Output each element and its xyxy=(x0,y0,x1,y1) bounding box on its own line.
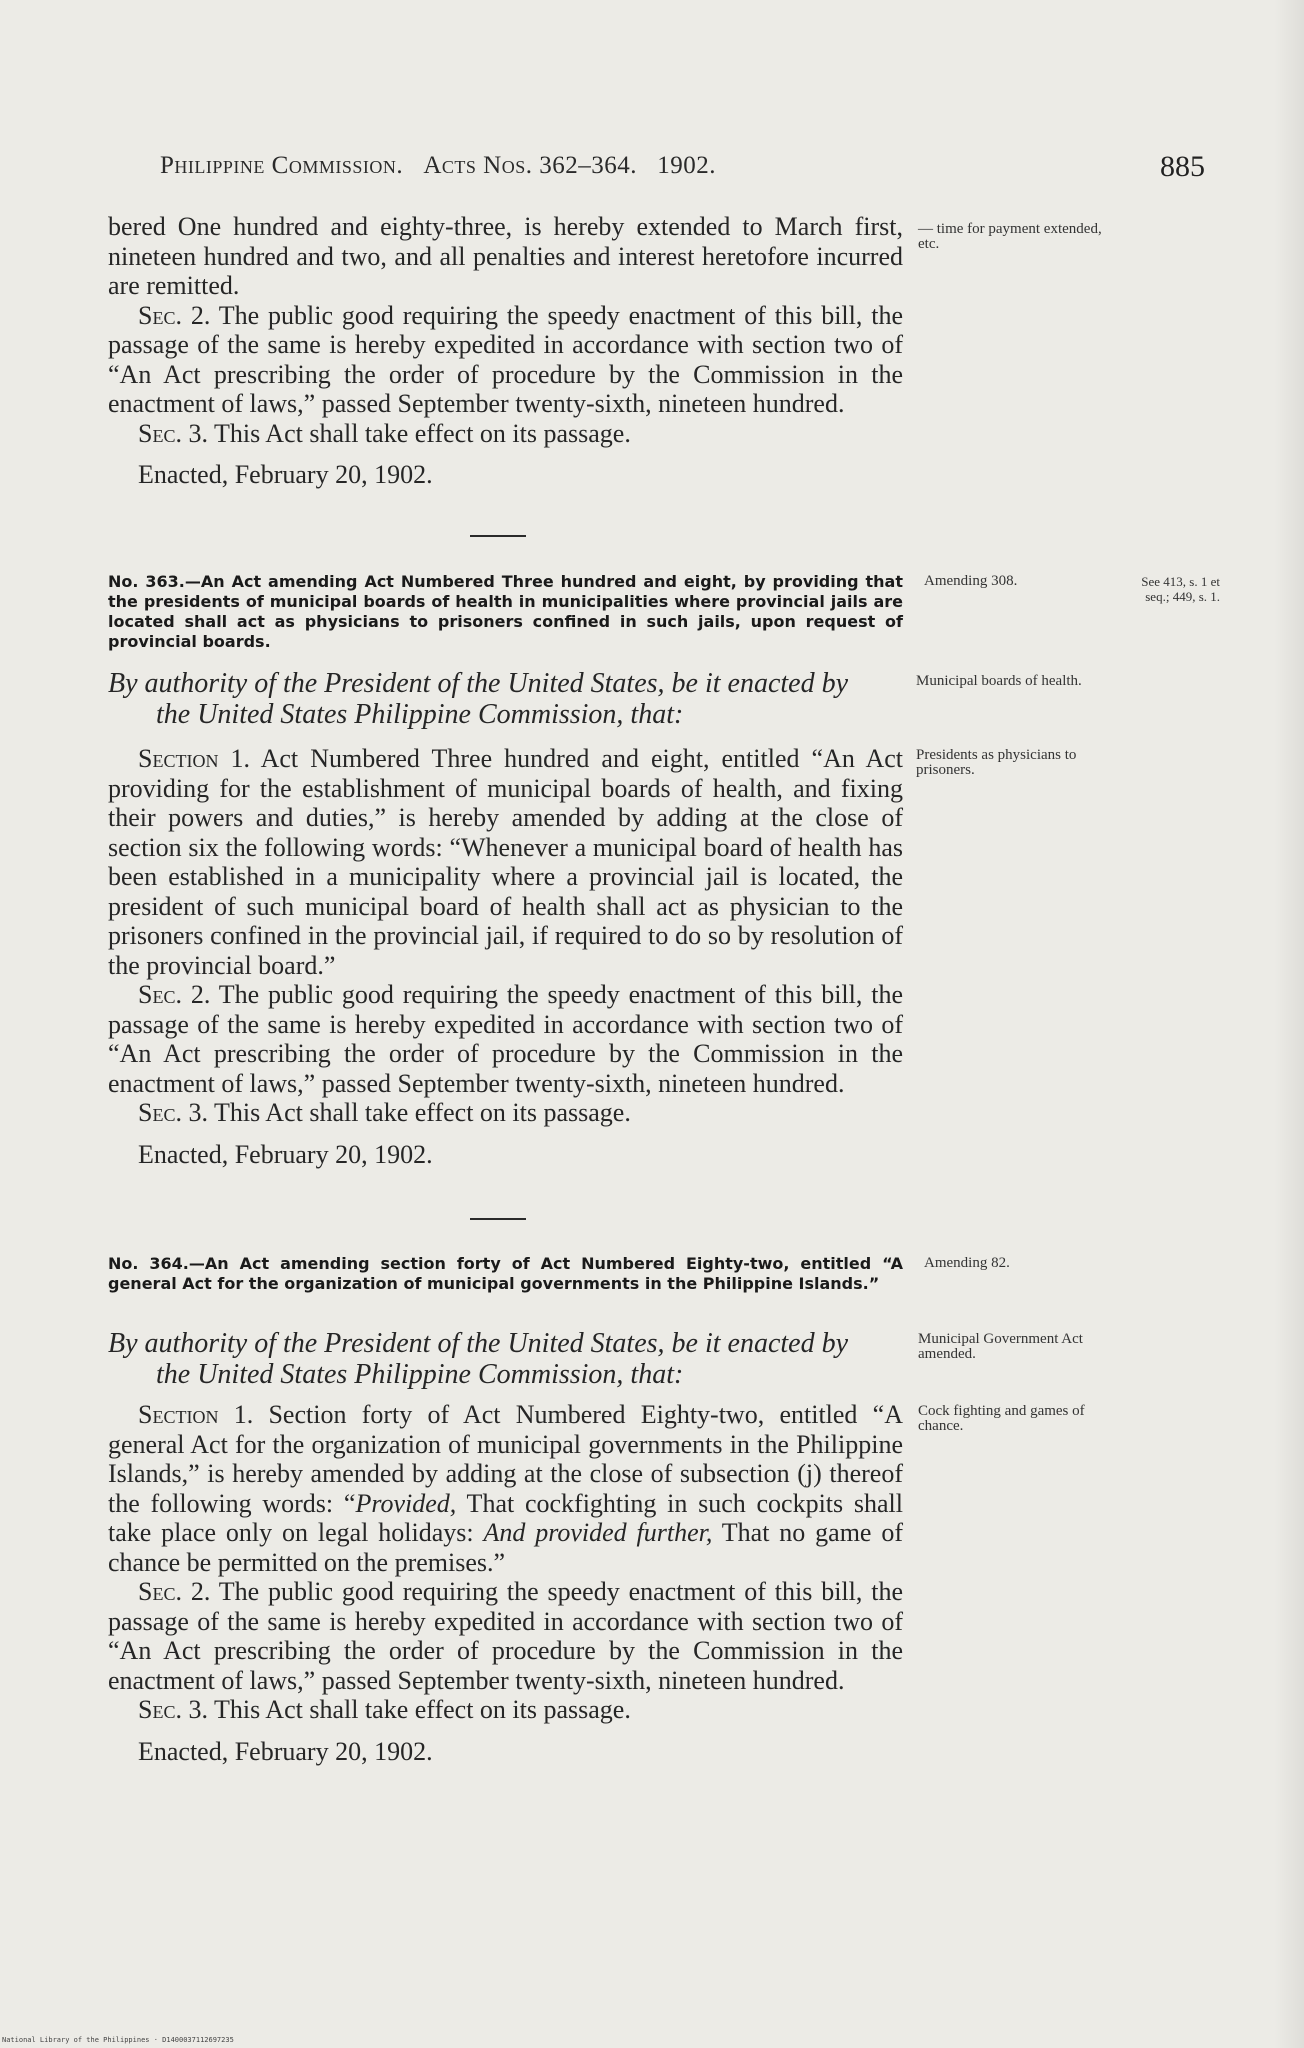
act-number: No. 363. xyxy=(108,572,185,591)
sec-text: This Act shall take effect on its passage. xyxy=(214,1098,631,1127)
margin-note-municipal-government: Municipal Government Act amended. xyxy=(918,1331,1083,1362)
sec-text: Act Numbered Three hundred and eight, entitled “An Act providing for the establishment of municipal boards of health, and fixing their powers and duties,” is hereby amended by adding at the close of section six the following words: “Whenever a municipal board of health has been established in a municipality where a provincial jail is located, the president of such municipal board of health shall act as physician to the prisoners confined in the provincial jail, if required to do so by resolution of the provincial board.” xyxy=(108,744,903,980)
act363-body xyxy=(108,744,903,1169)
sec-text: That cockfighting in such cockpits shall take place only on legal holidays: xyxy=(108,1488,903,1547)
running-head-title: Philippine Commission. xyxy=(160,152,404,179)
act364-sec3 xyxy=(108,1695,903,1725)
sec-label: Section 1. xyxy=(138,744,250,773)
act363-sec1 xyxy=(108,744,903,980)
act364-sec1 xyxy=(108,1400,903,1577)
act-title-text: —An Act amending Act Numbered Three hundred and eight, by providing that the presidents of municipal boards of health in municipalities where provincial jails are located shall act as physicians to prisoners confined in such jails, upon request of provincial boards. xyxy=(108,572,904,651)
margin-note-amending-82: Amending 82. xyxy=(924,1255,1010,1271)
act363-sec3 xyxy=(108,1098,903,1128)
authority-line1: By authority of the President of the United States, be it enacted by xyxy=(108,1328,849,1359)
page-number: 885 xyxy=(1160,150,1205,183)
margin-note-boards-of-health: Municipal boards of health. xyxy=(916,673,1082,689)
sec-label: Sec. 3. xyxy=(138,1695,208,1724)
act363-authority xyxy=(108,668,903,730)
provided-term: Provided, xyxy=(355,1488,457,1518)
act362-sec2 xyxy=(108,301,903,419)
margin-note-amending-308: Amending 308. xyxy=(924,573,1018,589)
act364-title xyxy=(108,1254,903,1294)
act363-enacted: Enacted, February 20, 1902. xyxy=(138,1139,433,1169)
footer-imprint: National Library of the Philippines · D1400037112697235 xyxy=(2,2036,234,2044)
margin-note-cockfighting: Cock fighting and games of chance. xyxy=(918,1403,1085,1434)
section-divider xyxy=(470,535,526,537)
margin-note-time-extended: — time for payment extended, etc. xyxy=(918,221,1102,252)
sec-label: Section 1. xyxy=(138,1400,254,1429)
sec-text: The public good requiring the speedy enactment of this bill, the passage of the same is hereby expedited in accordance with section two of “An Act prescribing the order of procedure by the Commission in the enactment of laws,” passed September twenty-sixth, nineteen hundred. xyxy=(108,300,904,418)
sec-text: The public good requiring the speedy enactment of this bill, the passage of the same is hereby expedited in accordance with section two of “An Act prescribing the order of procedure by the Commission in the enactment of laws,” passed September twenty-sixth, nineteen hundred. xyxy=(108,980,904,1098)
act364-sec2 xyxy=(108,1577,903,1695)
act364-enacted: Enacted, February 20, 1902. xyxy=(138,1736,433,1766)
sec-text: That no game of chance be permitted on the premises.” xyxy=(108,1518,903,1577)
act364-body xyxy=(108,1400,903,1766)
act362-paragraph: bered One hundred and eighty-three, is hereby extended to March first, nineteen hundred and two, and all penalties and interest heretofore incurred are remitted. xyxy=(108,212,903,300)
section-divider xyxy=(470,1218,526,1220)
act363-title xyxy=(108,572,903,652)
sec-label: Sec. 2. xyxy=(138,1577,211,1606)
authority-line1: By authority of the President of the United States, be it enacted by xyxy=(108,668,849,699)
act362-continuation xyxy=(108,212,903,490)
act364-authority xyxy=(108,1328,903,1390)
sec-text: This Act shall take effect on its passage. xyxy=(214,1695,631,1724)
act363-sec2 xyxy=(108,980,903,1098)
running-head-acts: Acts Nos. 362–364. xyxy=(423,152,637,179)
page-edge-shadow xyxy=(1274,0,1304,2048)
sec-text: The public good requiring the speedy enactment of this bill, the passage of the same is hereby expedited in accordance with section two of “An Act prescribing the order of procedure by the Commission in the enactment of laws,” passed September twenty-sixth, nineteen hundred. xyxy=(108,1577,904,1695)
act362-sec3 xyxy=(108,419,903,449)
sec-text: This Act shall take effect on its passage. xyxy=(214,418,631,448)
authority-line2: the United States Philippine Commission, that: xyxy=(156,1359,684,1390)
act362-enacted: Enacted, February 20, 1902. xyxy=(138,460,433,489)
sec-label: Sec. 2. xyxy=(138,980,211,1009)
margin-crossref: See 413, s. 1 et seq.; 449, s. 1. xyxy=(1141,574,1220,604)
sec-label: Sec. 3. xyxy=(138,1098,208,1127)
provided-further-term: And provided further, xyxy=(483,1518,713,1547)
authority-line2: the United States Philippine Commission, that: xyxy=(156,699,684,730)
running-head-year: 1902. xyxy=(657,152,716,179)
act-number: No. 364. xyxy=(108,1254,189,1273)
act-title-text: —An Act amending section forty of Act Numbered Eighty-two, entitled “A general Act for the organization of municipal governments in the Philippine Islands.” xyxy=(108,1254,903,1293)
sec-label: Sec. 3. xyxy=(138,418,208,448)
margin-note-presidents-physicians: Presidents as physicians to prisoners. xyxy=(916,747,1077,778)
running-head xyxy=(160,152,860,180)
sec-label: Sec. 2. xyxy=(138,300,211,330)
sec-text: Section forty of Act Numbered Eighty-two, entitled “A general Act for the organization of municipal governments in the Philippine Islands,” is hereby amended by adding at the close of subsection (j) thereof the following words: “ xyxy=(108,1400,903,1518)
